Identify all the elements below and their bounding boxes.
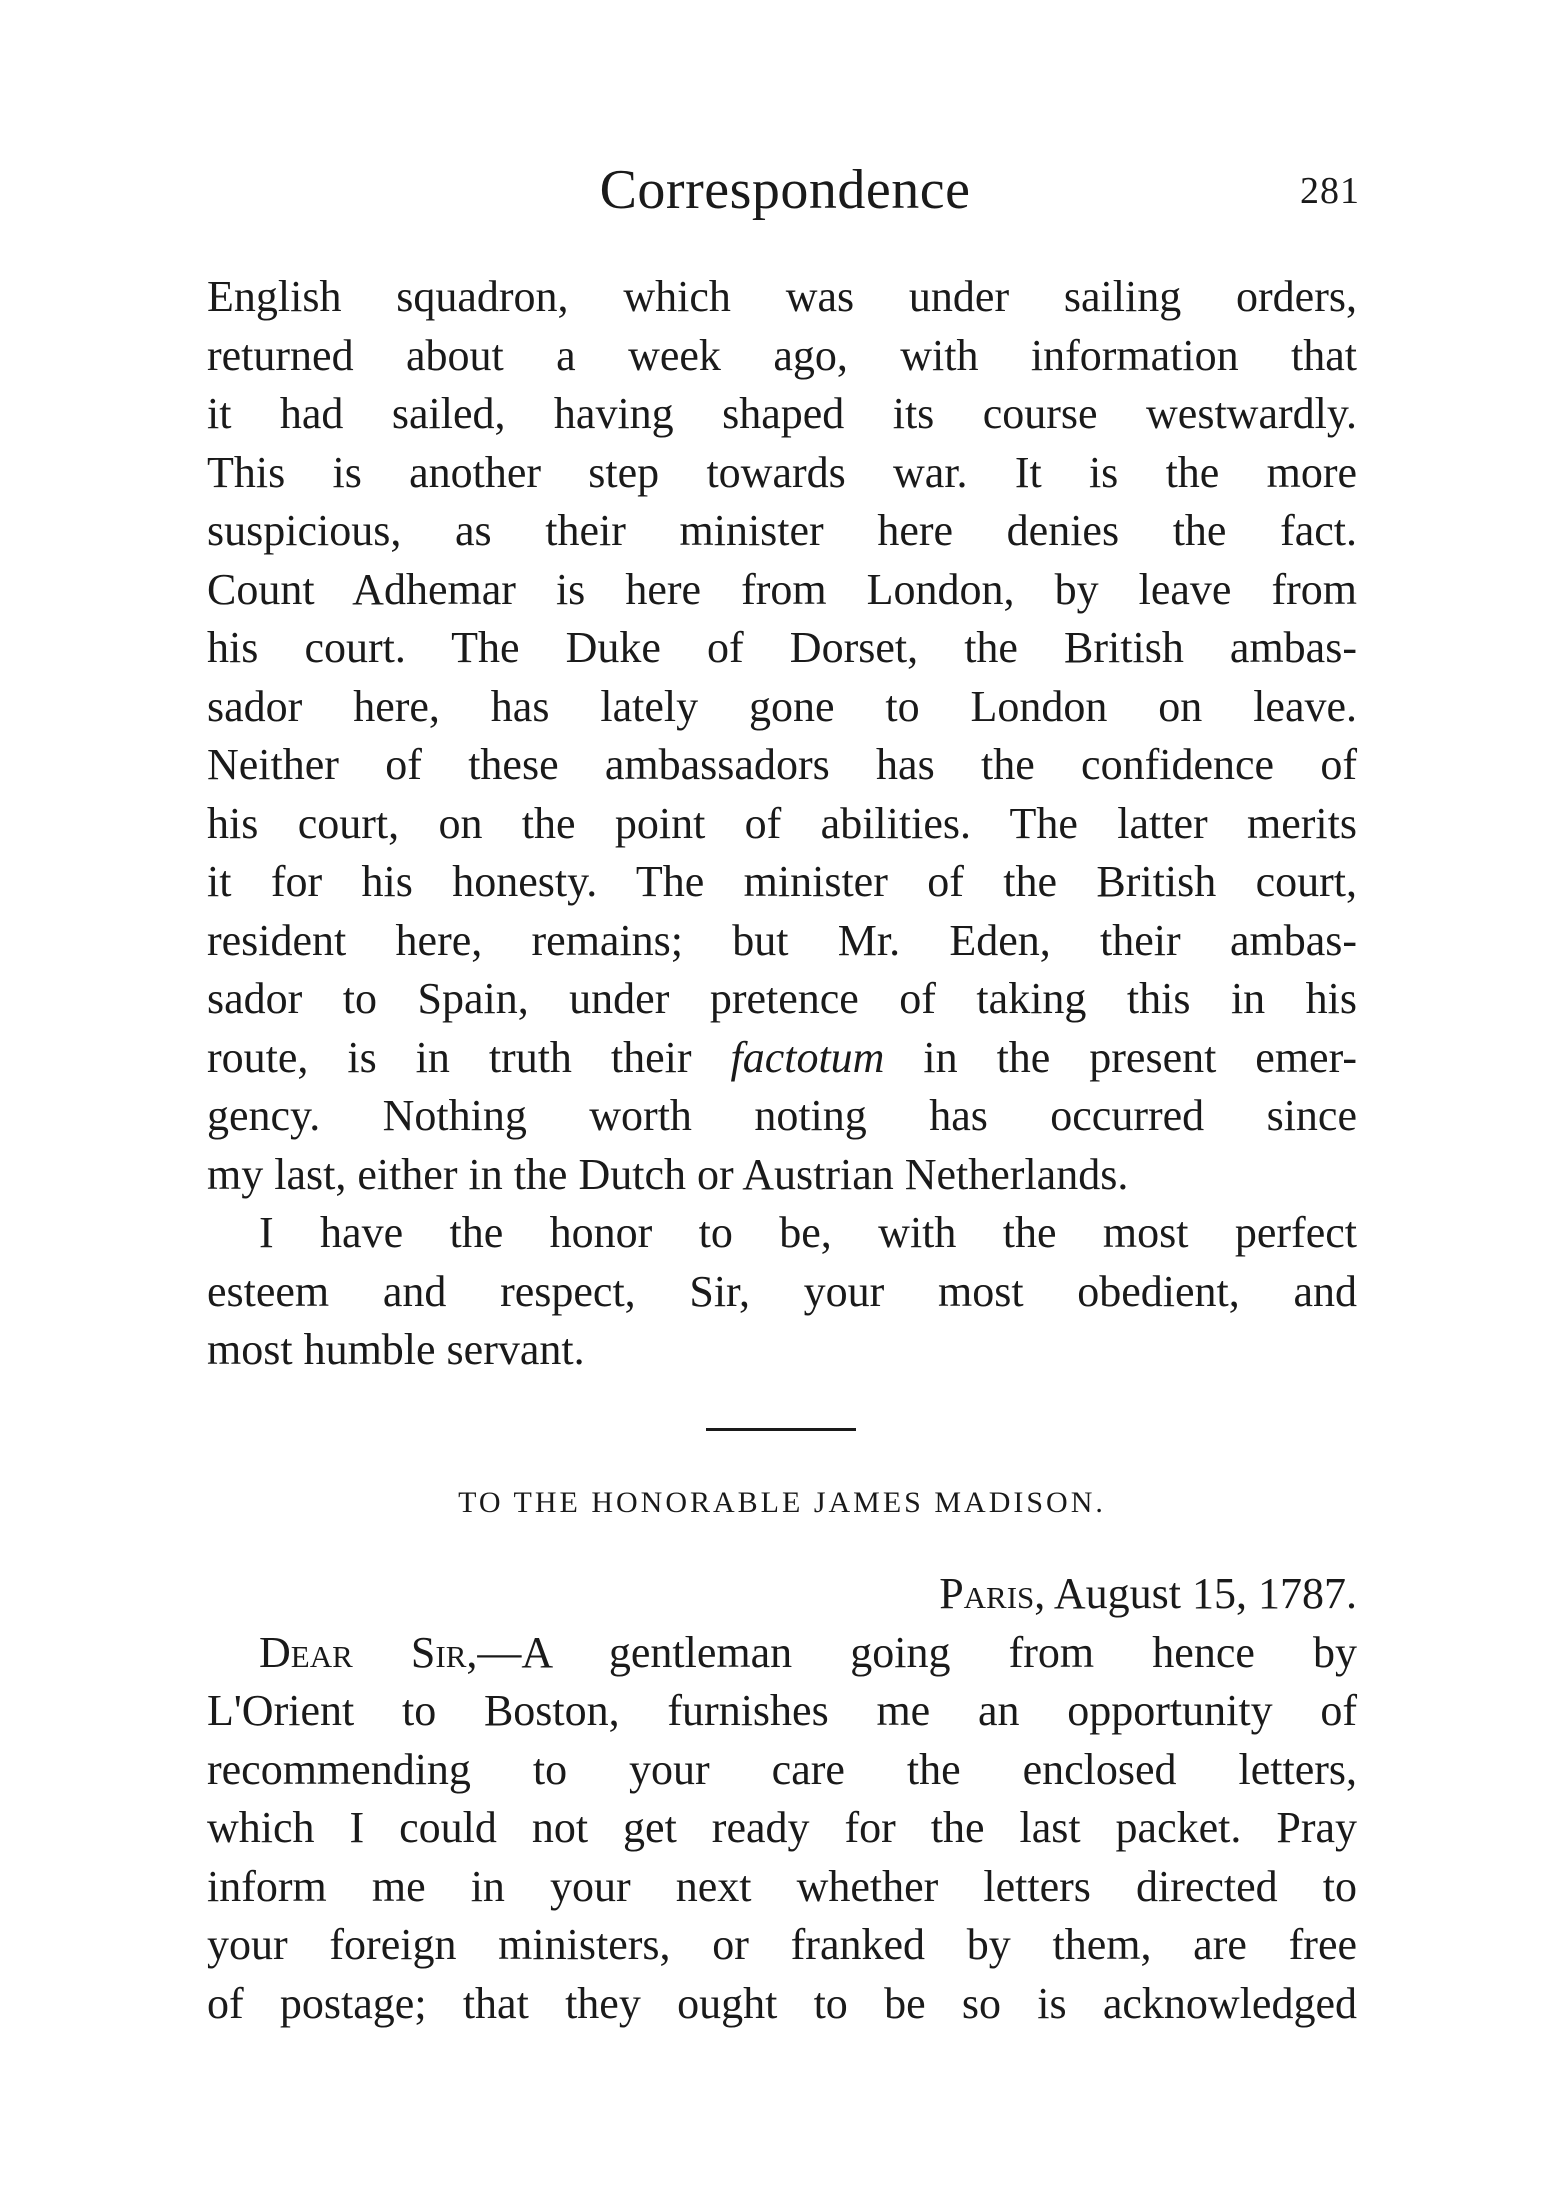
text-line: my last, either in the Dutch or Austrian Netherlands. xyxy=(207,1149,1129,1199)
running-title: Correspondence xyxy=(599,159,971,221)
text-line: Count Adhemar is here from London, by leave from xyxy=(207,564,1357,614)
letter-heading: TO THE HONORABLE JAMES MADISON. xyxy=(458,1486,1106,1519)
closing-line: I have the honor to be, with the most perfect xyxy=(259,1208,1357,1257)
text-line: inform me in your next whether letters directed to xyxy=(207,1861,1357,1911)
text-segment: route, is in truth their xyxy=(207,1032,731,1082)
salutation-line xyxy=(207,1624,1357,1683)
text-line: your foreign ministers, or franked by them, are free xyxy=(207,1920,1357,1969)
text-line: Neither of these ambassadors has the confidence of xyxy=(207,740,1357,789)
running-head xyxy=(210,150,1360,230)
dateline-date: August 15, 1787. xyxy=(1045,1569,1357,1618)
dateline xyxy=(207,1565,1357,1624)
text-line: gency. Nothing worth noting has occurred since xyxy=(207,1091,1357,1140)
new-letter-text xyxy=(207,1565,1357,2033)
text-line: L'Orient to Boston, furnishes me an opportunity of xyxy=(207,1686,1357,1735)
text-line: This is another step towards war. It is the more xyxy=(207,447,1357,497)
text-line: which I could not get ready for the last packet. Pray xyxy=(207,1803,1357,1852)
text-line: his court. The Duke of Dorset, the British ambas- xyxy=(207,623,1357,672)
text-line: of postage; that they ought to be so is acknowledged xyxy=(207,1978,1357,2028)
text-line: sador to Spain, under pretence of taking this in his xyxy=(207,974,1357,1023)
text-line: his court, on the point of abilities. The latter merits xyxy=(207,798,1357,848)
section-divider xyxy=(706,1428,856,1431)
text-line: resident here, remains; but Mr. Eden, their ambas- xyxy=(207,915,1357,965)
text-line: sador here, has lately gone to London on leave. xyxy=(207,681,1357,731)
text-line: suspicious, as their minister here denies the fact. xyxy=(207,506,1357,555)
closing-line: esteem and respect, Sir, your most obedient, and xyxy=(207,1266,1357,1316)
text-line: it for his honesty. The minister of the British court, xyxy=(207,857,1357,906)
page-number: 281 xyxy=(1300,170,1360,212)
italic-word: factotum xyxy=(730,1032,885,1082)
text-line: it had sailed, having shaped its course westwardly. xyxy=(207,389,1357,438)
text-line: returned about a week ago, with information that xyxy=(207,330,1357,380)
text-line: English squadron, which was under sailing orders, xyxy=(207,272,1357,321)
salutation: Dear Sir, xyxy=(259,1627,478,1677)
text-line-with-italic xyxy=(207,1029,1357,1088)
text-segment: —A gentleman going from hence by xyxy=(477,1627,1358,1677)
dateline-place: Paris, xyxy=(939,1569,1046,1618)
closing-line: most humble servant. xyxy=(207,1325,585,1374)
text-line: recommending to your care the enclosed letters, xyxy=(207,1744,1357,1794)
letter-continuation-text xyxy=(207,268,1357,1380)
text-segment: in the present emer- xyxy=(884,1032,1357,1082)
